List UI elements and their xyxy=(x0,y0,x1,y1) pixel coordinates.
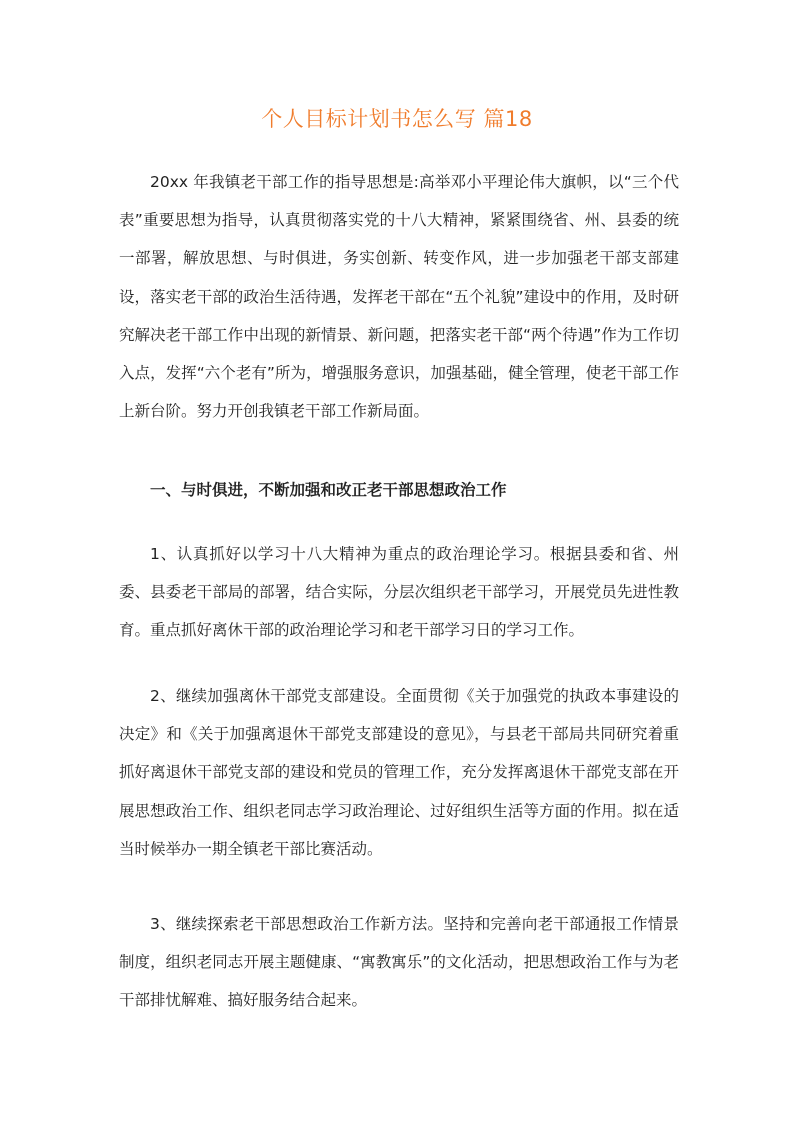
item-paragraph-3: 3、继续探索老干部思想政治工作新方法。坚持和完善向老干部通报工作情景制度，组织老同志开展主题健康、“寓教寓乐”的文化活动，把思想政治工作与为老干部排忧解难、搞好服务结合起来。 xyxy=(119,915,679,1010)
section-heading: 一、与时俱进，不断加强和改正老干部思想政治工作 xyxy=(150,481,507,499)
document-title: 个人目标计划书怎么写 篇18 xyxy=(261,107,533,131)
item-paragraph-1: 1、认真抓好以学习十八大精神为重点的政治理论学习。根据县委和省、州委、县委老干部局的部署，结合实际，分层次组织老干部学习，开展党员先进性教育。重点抓好离休干部的政治理论学习和老干部学习日的学习工作。 xyxy=(119,545,679,640)
item-paragraph-2: 2、继续加强离休干部党支部建设。全面贯彻《关于加强党的执政本事建设的决定》和《关于加强离退休干部党支部建设的意见》，与县老干部局共同研究着重抓好离退休干部党支部的建设和党员的管理工作，充分发挥离退休干部党支部在开展思想政治工作、组织老同志学习政治理论、过好组织生活等方面的作用。拟在适当时候举办一期全镇老干部比赛活动。 xyxy=(119,687,679,858)
intro-paragraph: 20xx 年我镇老干部工作的指导思想是:高举邓小平理论伟大旗帜，以“三个代表”重要思想为指导，认真贯彻落实党的十八大精神，紧紧围绕省、州、县委的统一部署，解放思想、与时俱进，务实创新、转变作风，进一步加强老干部支部建设，落实老干部的政治生活待遇，发挥老干部在“五个礼貌”建设中的作用，及时研究解决老干部工作中出现的新情景、新问题，把落实老干部“两个待遇”作为工作切入点，发挥“六个老有”所为，增强服务意识，加强基础，健全管理，使老干部工作上新台阶。努力开创我镇老干部工作新局面。 xyxy=(119,173,679,421)
